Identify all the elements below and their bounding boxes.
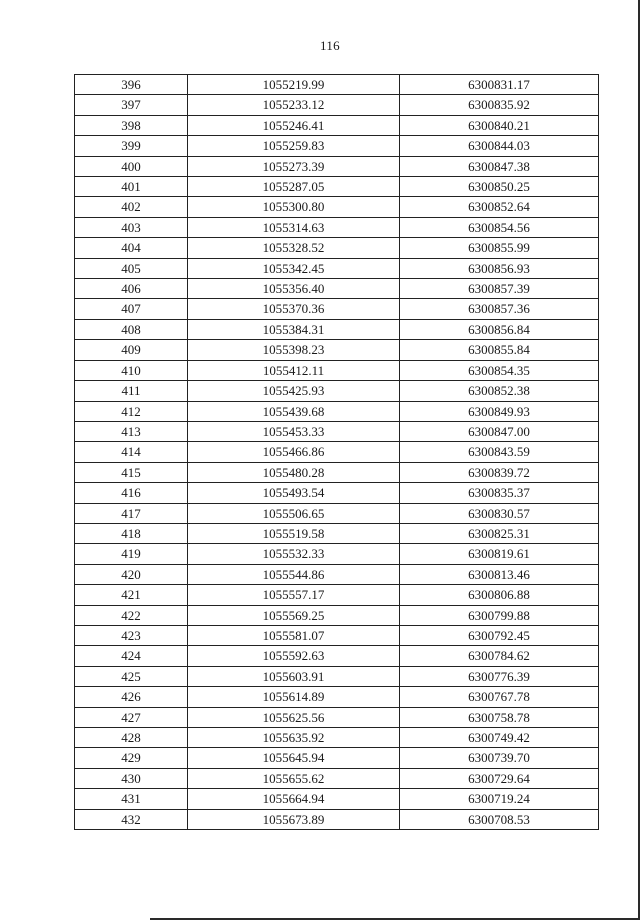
x-coordinate-cell: 1055603.91: [188, 666, 400, 686]
table-row: [75, 442, 599, 462]
table-row: [75, 177, 599, 197]
x-coordinate-cell: 1055246.41: [188, 115, 400, 135]
y-coordinate-cell: 6300813.46: [400, 564, 599, 584]
point-number-cell: 417: [75, 503, 188, 523]
point-number-cell: 424: [75, 646, 188, 666]
x-coordinate-cell: 1055664.94: [188, 789, 400, 809]
y-coordinate-cell: 6300719.24: [400, 789, 599, 809]
x-coordinate-cell: 1055592.63: [188, 646, 400, 666]
x-coordinate-cell: 1055356.40: [188, 279, 400, 299]
y-coordinate-cell: 6300844.03: [400, 136, 599, 156]
x-coordinate-cell: 1055614.89: [188, 687, 400, 707]
coordinate-table: [74, 74, 599, 830]
table-row: [75, 381, 599, 401]
x-coordinate-cell: 1055635.92: [188, 728, 400, 748]
point-number-cell: 403: [75, 217, 188, 237]
table-row: [75, 625, 599, 645]
y-coordinate-cell: 6300758.78: [400, 707, 599, 727]
table-row: [75, 238, 599, 258]
table-row: [75, 340, 599, 360]
x-coordinate-cell: 1055493.54: [188, 483, 400, 503]
y-coordinate-cell: 6300806.88: [400, 585, 599, 605]
table-row: [75, 136, 599, 156]
table-row: [75, 95, 599, 115]
table-row: [75, 564, 599, 584]
table-row: [75, 789, 599, 809]
y-coordinate-cell: 6300767.78: [400, 687, 599, 707]
table-row: [75, 523, 599, 543]
x-coordinate-cell: 1055219.99: [188, 75, 400, 95]
table-row: [75, 728, 599, 748]
point-number-cell: 413: [75, 421, 188, 441]
x-coordinate-cell: 1055412.11: [188, 360, 400, 380]
point-number-cell: 400: [75, 156, 188, 176]
table-row: [75, 279, 599, 299]
point-number-cell: 418: [75, 523, 188, 543]
table-row: [75, 646, 599, 666]
y-coordinate-cell: 6300843.59: [400, 442, 599, 462]
x-coordinate-cell: 1055384.31: [188, 319, 400, 339]
point-number-cell: 422: [75, 605, 188, 625]
table-row: [75, 585, 599, 605]
point-number-cell: 420: [75, 564, 188, 584]
x-coordinate-cell: 1055287.05: [188, 177, 400, 197]
table-row: [75, 748, 599, 768]
table-row: [75, 299, 599, 319]
y-coordinate-cell: 6300835.37: [400, 483, 599, 503]
point-number-cell: 398: [75, 115, 188, 135]
x-coordinate-cell: 1055273.39: [188, 156, 400, 176]
y-coordinate-cell: 6300852.38: [400, 381, 599, 401]
table-row: [75, 544, 599, 564]
x-coordinate-cell: 1055425.93: [188, 381, 400, 401]
y-coordinate-cell: 6300749.42: [400, 728, 599, 748]
point-number-cell: 431: [75, 789, 188, 809]
table-row: [75, 503, 599, 523]
y-coordinate-cell: 6300849.93: [400, 401, 599, 421]
x-coordinate-cell: 1055398.23: [188, 340, 400, 360]
x-coordinate-cell: 1055557.17: [188, 585, 400, 605]
point-number-cell: 425: [75, 666, 188, 686]
point-number-cell: 426: [75, 687, 188, 707]
x-coordinate-cell: 1055569.25: [188, 605, 400, 625]
x-coordinate-cell: 1055314.63: [188, 217, 400, 237]
y-coordinate-cell: 6300855.99: [400, 238, 599, 258]
point-number-cell: 409: [75, 340, 188, 360]
y-coordinate-cell: 6300792.45: [400, 625, 599, 645]
y-coordinate-cell: 6300855.84: [400, 340, 599, 360]
y-coordinate-cell: 6300839.72: [400, 462, 599, 482]
point-number-cell: 401: [75, 177, 188, 197]
x-coordinate-cell: 1055342.45: [188, 258, 400, 278]
y-coordinate-cell: 6300819.61: [400, 544, 599, 564]
x-coordinate-cell: 1055645.94: [188, 748, 400, 768]
y-coordinate-cell: 6300799.88: [400, 605, 599, 625]
table-row: [75, 605, 599, 625]
x-coordinate-cell: 1055625.56: [188, 707, 400, 727]
y-coordinate-cell: 6300830.57: [400, 503, 599, 523]
y-coordinate-cell: 6300857.39: [400, 279, 599, 299]
table-row: [75, 768, 599, 788]
point-number-cell: 406: [75, 279, 188, 299]
table-row: [75, 75, 599, 95]
point-number-cell: 407: [75, 299, 188, 319]
point-number-cell: 402: [75, 197, 188, 217]
x-coordinate-cell: 1055480.28: [188, 462, 400, 482]
point-number-cell: 411: [75, 381, 188, 401]
table-row: [75, 483, 599, 503]
point-number-cell: 430: [75, 768, 188, 788]
x-coordinate-cell: 1055655.62: [188, 768, 400, 788]
x-coordinate-cell: 1055466.86: [188, 442, 400, 462]
y-coordinate-cell: 6300852.64: [400, 197, 599, 217]
y-coordinate-cell: 6300835.92: [400, 95, 599, 115]
point-number-cell: 405: [75, 258, 188, 278]
table-row: [75, 687, 599, 707]
table-row: [75, 421, 599, 441]
x-coordinate-cell: 1055328.52: [188, 238, 400, 258]
x-coordinate-cell: 1055370.36: [188, 299, 400, 319]
point-number-cell: 419: [75, 544, 188, 564]
x-coordinate-cell: 1055506.65: [188, 503, 400, 523]
table-row: [75, 217, 599, 237]
point-number-cell: 404: [75, 238, 188, 258]
y-coordinate-cell: 6300840.21: [400, 115, 599, 135]
table-row: [75, 401, 599, 421]
y-coordinate-cell: 6300847.00: [400, 421, 599, 441]
x-coordinate-cell: 1055581.07: [188, 625, 400, 645]
y-coordinate-cell: 6300784.62: [400, 646, 599, 666]
point-number-cell: 412: [75, 401, 188, 421]
y-coordinate-cell: 6300729.64: [400, 768, 599, 788]
y-coordinate-cell: 6300856.84: [400, 319, 599, 339]
x-coordinate-cell: 1055544.86: [188, 564, 400, 584]
table-row: [75, 666, 599, 686]
point-number-cell: 410: [75, 360, 188, 380]
y-coordinate-cell: 6300850.25: [400, 177, 599, 197]
table-row: [75, 258, 599, 278]
point-number-cell: 428: [75, 728, 188, 748]
table-row: [75, 809, 599, 829]
x-coordinate-cell: 1055673.89: [188, 809, 400, 829]
table-row: [75, 156, 599, 176]
point-number-cell: 399: [75, 136, 188, 156]
point-number-cell: 421: [75, 585, 188, 605]
table-row: [75, 462, 599, 482]
point-number-cell: 427: [75, 707, 188, 727]
point-number-cell: 397: [75, 95, 188, 115]
table-row: [75, 707, 599, 727]
y-coordinate-cell: 6300857.36: [400, 299, 599, 319]
point-number-cell: 429: [75, 748, 188, 768]
y-coordinate-cell: 6300831.17: [400, 75, 599, 95]
y-coordinate-cell: 6300708.53: [400, 809, 599, 829]
y-coordinate-cell: 6300739.70: [400, 748, 599, 768]
point-number-cell: 408: [75, 319, 188, 339]
y-coordinate-cell: 6300854.35: [400, 360, 599, 380]
x-coordinate-cell: 1055233.12: [188, 95, 400, 115]
x-coordinate-cell: 1055453.33: [188, 421, 400, 441]
table-row: [75, 115, 599, 135]
point-number-cell: 416: [75, 483, 188, 503]
point-number-cell: 432: [75, 809, 188, 829]
x-coordinate-cell: 1055300.80: [188, 197, 400, 217]
x-coordinate-cell: 1055519.58: [188, 523, 400, 543]
x-coordinate-cell: 1055532.33: [188, 544, 400, 564]
y-coordinate-cell: 6300856.93: [400, 258, 599, 278]
point-number-cell: 414: [75, 442, 188, 462]
table-row: [75, 360, 599, 380]
y-coordinate-cell: 6300825.31: [400, 523, 599, 543]
y-coordinate-cell: 6300847.38: [400, 156, 599, 176]
x-coordinate-cell: 1055259.83: [188, 136, 400, 156]
point-number-cell: 423: [75, 625, 188, 645]
x-coordinate-cell: 1055439.68: [188, 401, 400, 421]
page-number: 116: [320, 38, 340, 53]
coordinate-table-body: [75, 75, 599, 830]
point-number-cell: 415: [75, 462, 188, 482]
y-coordinate-cell: 6300776.39: [400, 666, 599, 686]
point-number-cell: 396: [75, 75, 188, 95]
y-coordinate-cell: 6300854.56: [400, 217, 599, 237]
table-row: [75, 197, 599, 217]
table-row: [75, 319, 599, 339]
